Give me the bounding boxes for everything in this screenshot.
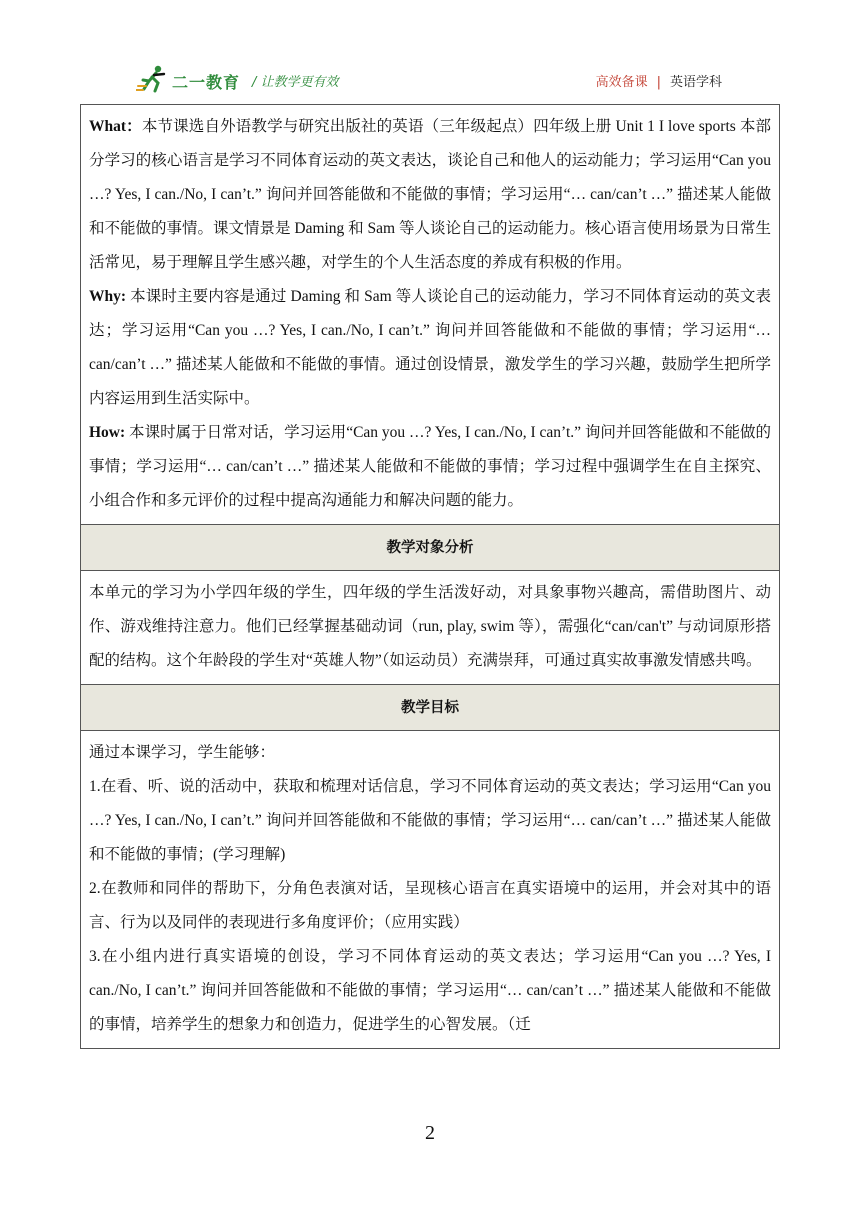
objectives-cell — [81, 731, 779, 1048]
header-separator: | — [656, 75, 661, 90]
objective-item: 1.在看、听、说的活动中，获取和梳理对话信息，学习不同体育运动的英文表达；学习运用“Can you …? Yes, I can./No, I can’t.” 询问并回答能做和不能做的事情；学习运用“… can/can’t …” 描述某人能做和不能做的事情；(学习理解) — [89, 778, 771, 863]
objective-item: 3.在小组内进行真实语境的创设，学习不同体育运动的英文表达；学习运用“Can you …? Yes, I can./No, I can’t.” 询问并回答能做和不能做的事情；学习运用“… can/can’t …” 描述某人能做和不能做的事情，培养学生的想象力和创造力，促进学生的心智发展。（迁 — [89, 948, 771, 1033]
why-paragraph — [89, 280, 771, 416]
student-analysis-heading: 教学对象分析 — [81, 525, 779, 571]
how-text: 本课时属于日常对话，学习运用“Can you …? Yes, I can./No, I can’t.” 询问并回答能做和不能做的事情；学习运用“… can/can’t …” 描述某人能做和不能做的事情；学习过程中强调学生在自主探究、小组合作和多元评价的过程中提高沟通能力和解决问题的能力。 — [89, 424, 771, 509]
logo-text: 二一教育 — [172, 73, 241, 92]
how-paragraph — [89, 416, 771, 518]
page-header — [80, 62, 780, 96]
content-analysis-cell — [81, 105, 779, 525]
why-label: Why: — [89, 288, 127, 305]
objectives-heading: 教学目标 — [81, 685, 779, 731]
page-number: 2 — [425, 1122, 435, 1144]
why-text: 本课时主要内容是通过 Daming 和 Sam 等人谈论自己的运动能力，学习不同体育运动的英文表达；学习运用“Can you …? Yes, I can./No, I can’t.” 询问并回答能做和不能做的事情；学习运用“… can/can’t …” 描述某人能做和不能做的事情。通过创设情景，激发学生的学习兴趣，鼓励学生把所学内容运用到生活实际中。 — [89, 288, 771, 407]
header-right — [596, 71, 722, 90]
student-analysis-text: 本单元的学习为小学四年级的学生，四年级的学生活泼好动，对具象事物兴趣高，需借助图片、动作、游戏维持注意力。他们已经掌握基础动词（run, play, swim 等），需强化“can/can't” 与动词原形搭配的结构。这个年龄段的学生对“英雄人物”（如运动员）充满崇拜，可通过真实故事激发情感共鸣。 — [89, 584, 771, 669]
objectives-intro: 通过本课学习，学生能够： — [89, 744, 276, 761]
what-paragraph — [89, 110, 771, 280]
what-label: What： — [89, 118, 142, 135]
header-highlight: 高效备课 — [595, 75, 648, 90]
student-analysis-cell — [81, 571, 779, 685]
how-label: How: — [89, 424, 126, 441]
what-text: 本节课选自外语教学与研究出版社的英语（三年级起点）四年级上册 Unit 1 I love sports 本部分学习的核心语言是学习不同体育运动的英文表达，谈论自己和他人的运动能力；学习运用“Can you …? Yes, I can./No, I can’t.” 询问并回答能做和不能做的事情；学习运用“… can/can’t …” 描述某人能做和不能做的事情。课文情景是 Daming 和 Sam 等人谈论自己的运动能力。核心语言使用场景为日常生活常见，易于理解且学生感兴趣，对学生的个人生活态度的养成有积极的作用。 — [89, 118, 771, 271]
header-slogan: / 让教学更有效 — [252, 75, 339, 90]
runner-logo-icon — [136, 64, 170, 94]
header-subject: 英语学科 — [669, 75, 722, 90]
lesson-table — [80, 104, 780, 1049]
objective-item: 2.在教师和同伴的帮助下，分角色表演对话，呈现核心语言在真实语境中的运用，并会对其中的语言、行为以及同伴的表现进行多角度评价；（应用实践） — [89, 880, 771, 931]
